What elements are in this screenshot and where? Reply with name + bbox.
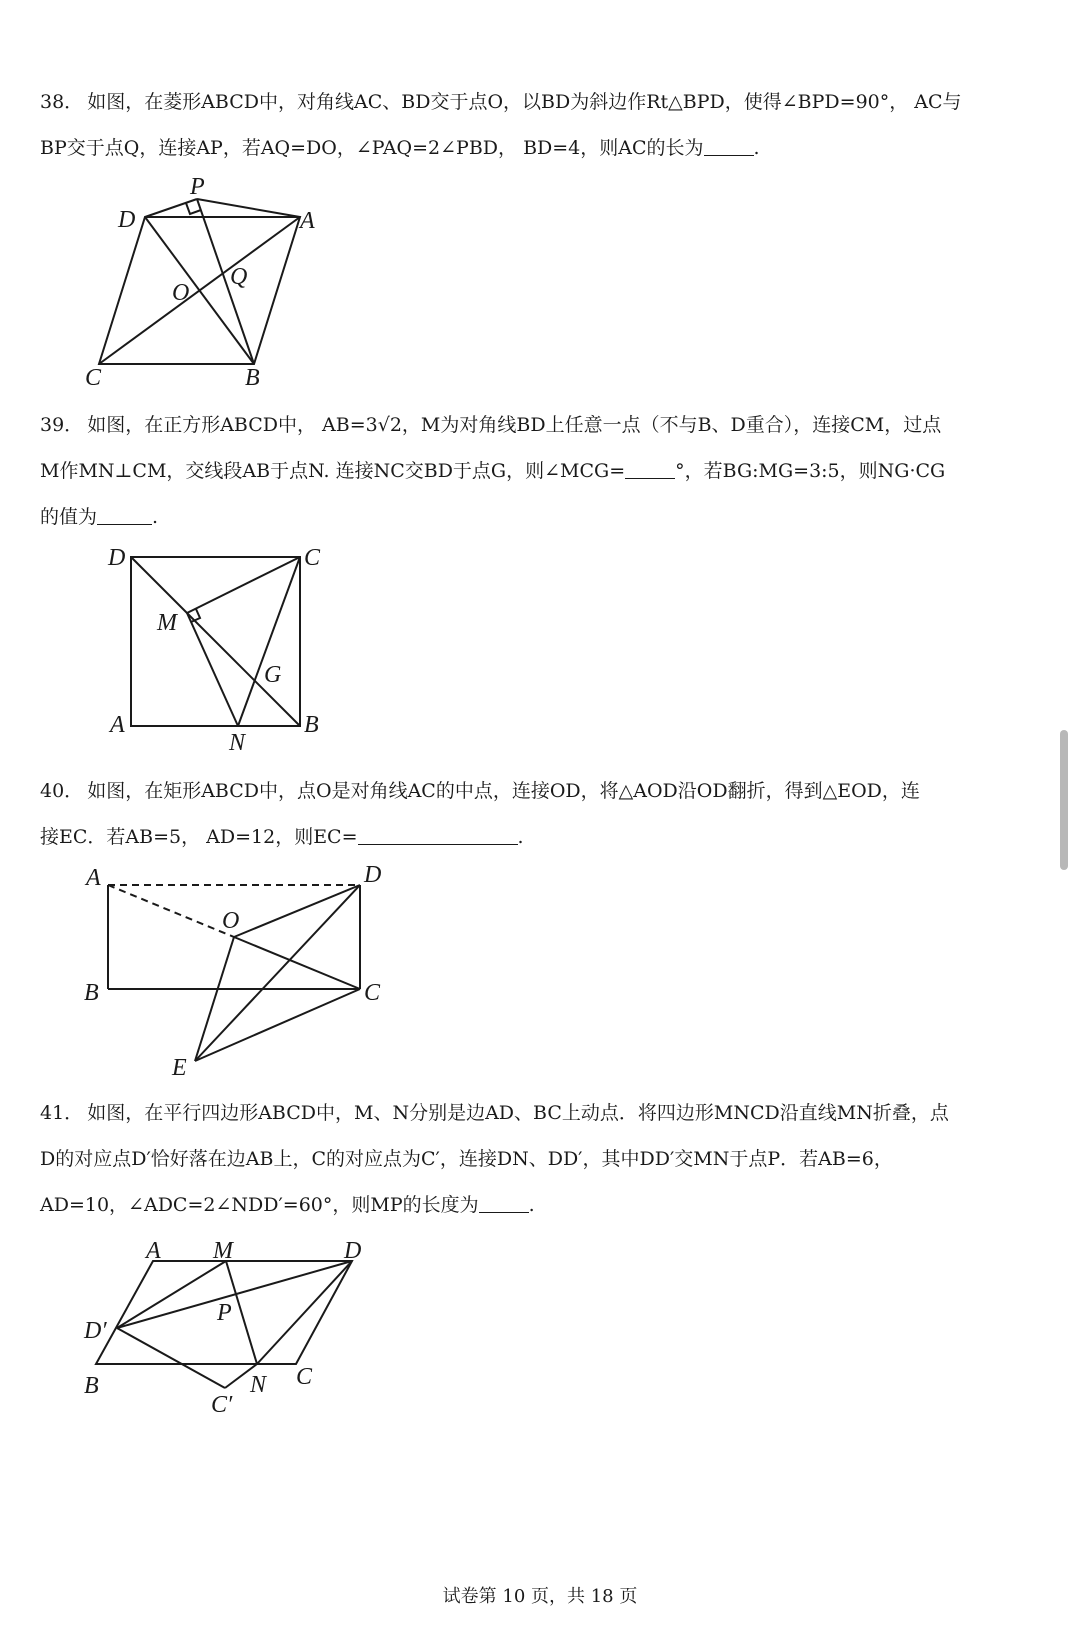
label-m: M: [213, 1238, 233, 1264]
label-o: O: [172, 280, 190, 306]
problem-text: 接EC．若AB=5， AD=12，则EC=: [40, 826, 358, 848]
problem-text: .: [152, 506, 159, 528]
label-p: P: [190, 174, 205, 200]
problem-text: .: [528, 1194, 535, 1216]
problem-text: °，若BG:MG=3:5，则NG·CG: [675, 460, 946, 482]
label-b: B: [84, 1373, 99, 1399]
problem-text: D的对应点D′恰好落在边AB上，C的对应点为C′，连接DN、DD′，其中DD′交MN于点P．若AB=6，: [40, 1148, 893, 1170]
problem-text: 如图，在正方形ABCD中， AB=3√2，M为对角线BD上任意一点（不与B、D重合），连接CM，过点: [87, 414, 942, 436]
label-e: E: [172, 1055, 187, 1081]
scrollbar[interactable]: [1060, 730, 1068, 870]
problem-text: 的值为: [40, 506, 98, 528]
problem-number: 38．: [40, 91, 84, 113]
label-a: A: [146, 1238, 161, 1264]
problem-text: AD=10，∠ADC=2∠NDD′=60°，则MP的长度为: [40, 1194, 479, 1216]
label-d: D: [364, 862, 382, 888]
label-c: C: [85, 365, 102, 391]
problem-number: 41．: [40, 1102, 84, 1124]
problem-text: 如图，在菱形ABCD中，对角线AC、BD交于点O，以BD为斜边作Rt△BPD，使得∠BPD=90°， AC与: [87, 91, 962, 113]
label-b: B: [84, 980, 99, 1006]
label-b: B: [304, 712, 319, 738]
problem-text: .: [517, 826, 524, 848]
label-g: G: [264, 662, 282, 688]
label-p: P: [217, 1300, 232, 1326]
label-d-prime: D′: [84, 1318, 107, 1344]
label-c: C: [304, 545, 321, 571]
label-d: D: [344, 1238, 362, 1264]
label-d: D: [108, 545, 126, 571]
problem-text: BP交于点Q，连接AP，若AQ=DO，∠PAQ=2∠PBD， BD=4，则AC的长为: [40, 137, 704, 159]
label-b: B: [245, 365, 260, 391]
label-c: C: [364, 980, 381, 1006]
label-d: D: [118, 207, 136, 233]
label-c-prime: C′: [211, 1392, 233, 1418]
problem-number: 40．: [40, 780, 84, 802]
label-a: A: [300, 208, 315, 234]
label-n: N: [250, 1372, 267, 1398]
problem-number: 39．: [40, 414, 84, 436]
problem-text: M作MN⊥CM，交线段AB于点N. 连接NC交BD于点G，则∠MCG=: [40, 460, 626, 482]
segment-d1c1: [117, 1328, 225, 1388]
label-n: N: [229, 730, 246, 756]
page-footer: 试卷第 10 页，共 18 页: [442, 1586, 638, 1607]
label-o: O: [222, 908, 240, 934]
label-c: C: [296, 1364, 313, 1390]
problem-text: .: [753, 137, 760, 159]
label-q: Q: [230, 264, 248, 290]
label-a: A: [86, 865, 101, 891]
problem-text: 如图，在矩形ABCD中，点O是对角线AC的中点，连接OD，将△AOD沿OD翻折，得到△EOD，连: [87, 780, 920, 802]
label-a: A: [110, 712, 125, 738]
label-m: M: [157, 610, 177, 636]
problem-text: 如图，在平行四边形ABCD中，M、N分别是边AD、BC上动点．将四边形MNCD沿直线MN折叠，点: [87, 1102, 949, 1124]
segment-dd1: [117, 1261, 352, 1328]
